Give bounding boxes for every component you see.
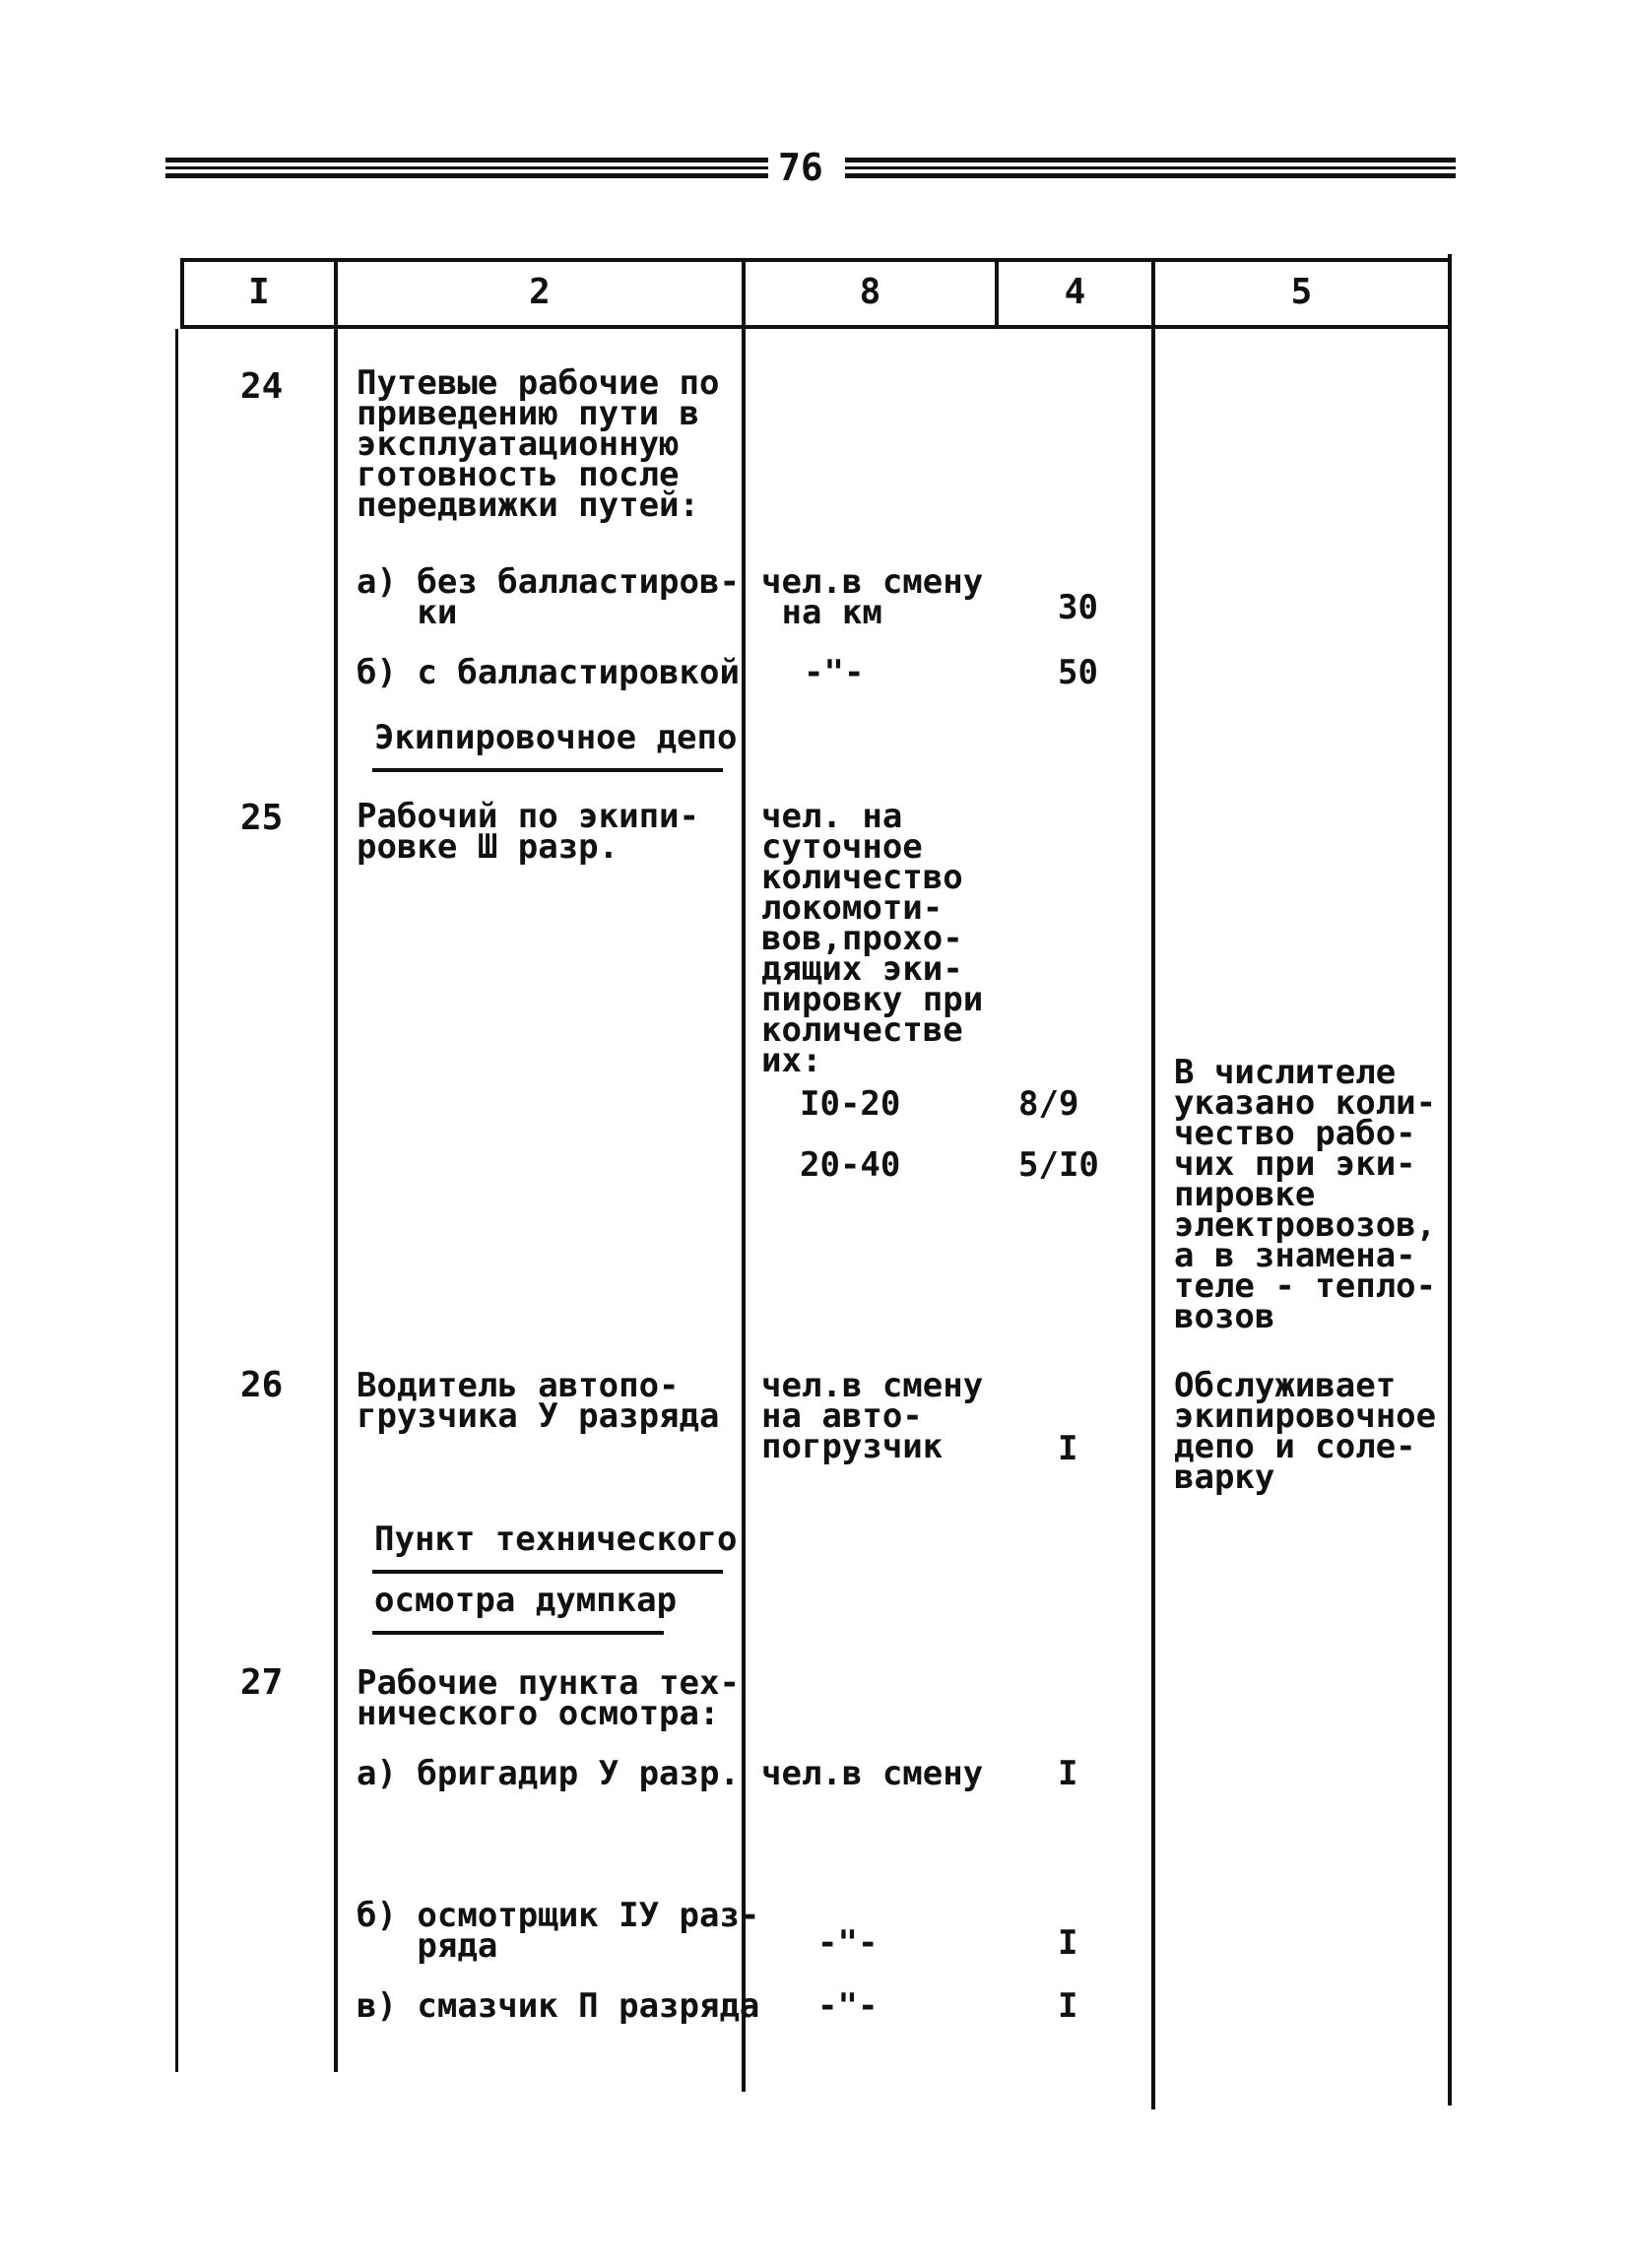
row-24-title: Путевые рабочие по приведению пути в эксплуатационную готовность после передвижки путей: — [357, 363, 720, 525]
col-divider-2 — [742, 258, 746, 2092]
section-inspection-underline-1 — [372, 1570, 723, 1574]
col-header-2: 2 — [529, 272, 551, 312]
row-26-note: Обслуживает экипировочное депо и соле- варку — [1174, 1366, 1437, 1497]
row-27c-text: в) смазчик П разряда — [357, 1986, 760, 2026]
row-26-title: Водитель автопо- грузчика У разряда — [357, 1366, 720, 1436]
row-27-number: 27 — [240, 1662, 284, 1703]
row-25-value-2: 5/I0 — [1018, 1145, 1099, 1185]
row-25-range-1: I0-20 — [800, 1084, 901, 1124]
row-24-number: 24 — [240, 366, 284, 407]
row-24a-value: 30 — [1058, 588, 1098, 627]
row-24b-value: 50 — [1058, 653, 1098, 692]
table-left-border-lower — [175, 329, 178, 2072]
header-rule-left-1 — [165, 158, 768, 162]
row-25-value-1: 8/9 — [1018, 1084, 1079, 1124]
col-divider-1 — [334, 258, 338, 2072]
section-inspection-point-line1: Пункт технического — [374, 1520, 738, 1559]
table-header-bottom-border — [180, 325, 1452, 329]
col-header-5: 5 — [1290, 272, 1313, 312]
table-top-border — [180, 258, 1452, 262]
header-rule-left-2 — [165, 166, 768, 169]
row-27-title: Рабочие пункта тех- нического осмотра: — [357, 1663, 740, 1733]
row-25-note: В числителе указано коли- чество рабо- чих при эки- пировке электровозов, а в знамена- теле - тепло- возов — [1174, 1053, 1437, 1336]
header-rule-right-3 — [845, 173, 1456, 178]
row-25-number: 25 — [240, 798, 284, 838]
header-rule-right-2 — [845, 166, 1456, 169]
row-27b-text: б) осмотрщик IУ раз- ряда — [357, 1896, 760, 1966]
header-rule-right-1 — [845, 158, 1456, 162]
row-27a-value: I — [1058, 1754, 1078, 1793]
row-27c-value: I — [1058, 1986, 1078, 2026]
section-inspection-underline-2 — [372, 1631, 664, 1635]
page-number: 76 — [778, 146, 823, 189]
col-header-4: 4 — [1064, 272, 1086, 312]
row-24b-text: б) с балластировкой — [357, 653, 740, 692]
row-27b-unit: -"- — [817, 1923, 879, 1963]
row-27a-unit: чел.в смену — [761, 1754, 984, 1793]
section-equipment-depot-underline — [372, 768, 723, 772]
col-header-3: 8 — [859, 272, 881, 312]
row-24a-text: а) без балластиров- ки — [357, 562, 740, 632]
row-26-number: 26 — [240, 1365, 284, 1405]
row-24b-unit: -"- — [804, 653, 865, 692]
table-right-border — [1448, 254, 1452, 2106]
row-25-title: Рабочий по экипи- ровке Ш разр. — [357, 797, 699, 867]
row-25-range-2: 20-40 — [800, 1145, 901, 1185]
section-inspection-point-line2: осмотра думпкар — [374, 1581, 678, 1620]
row-27a-text: а) бригадир У разр. — [357, 1754, 740, 1793]
row-27b-value: I — [1058, 1923, 1078, 1963]
row-26-value: I — [1058, 1429, 1078, 1468]
col-divider-4 — [1151, 258, 1155, 2109]
row-26-unit: чел.в смену на авто- погрузчик — [761, 1366, 984, 1466]
row-27c-unit: -"- — [817, 1986, 879, 2026]
header-rule-left-3 — [165, 173, 768, 178]
col-header-1: I — [248, 272, 270, 312]
row-25-unit: чел. на суточное количество локомоти- вов,прохо- дящих эки- пировку при количестве их: — [761, 797, 984, 1080]
section-equipment-depot: Экипировочное депо — [374, 718, 738, 757]
row-24a-unit: чел.в смену на км — [761, 562, 984, 632]
